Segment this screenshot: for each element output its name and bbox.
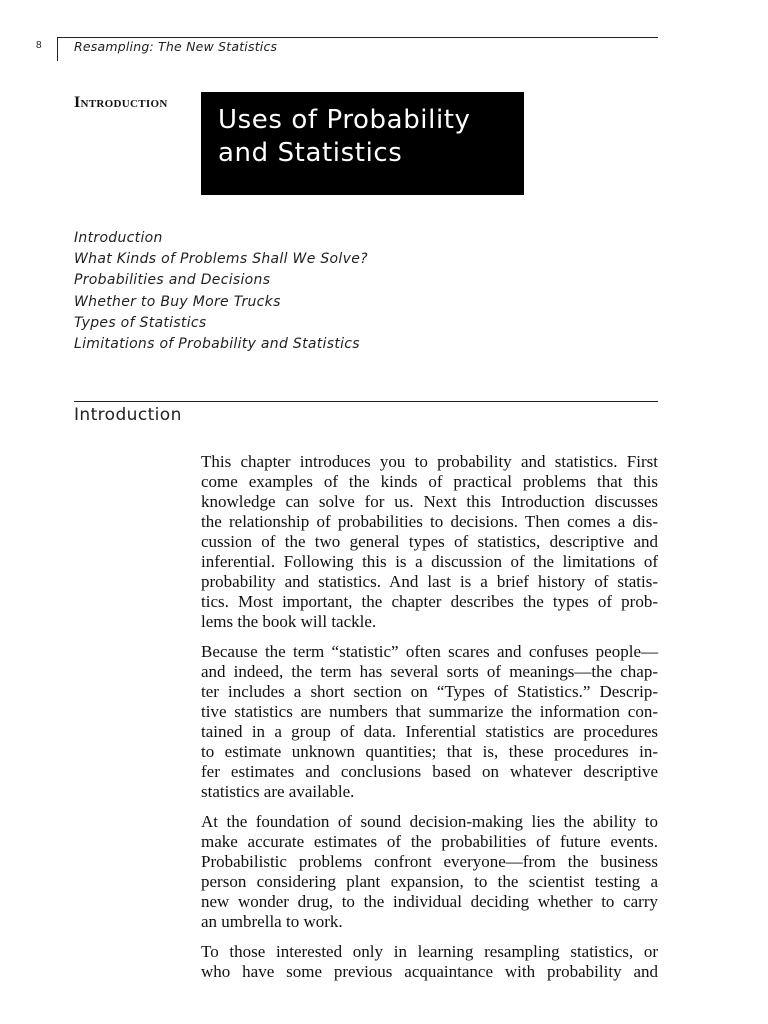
text-line: cussion of the two general types of statistics, descriptive and xyxy=(201,532,658,551)
text-line: new wonder drug, to the individual deciding whether to carry xyxy=(201,892,658,911)
text-line: At the foundation of sound decision-making lies the ability to xyxy=(201,812,658,831)
text-line: tive statistics are numbers that summarize the information con- xyxy=(201,702,658,721)
contents-item: What Kinds of Problems Shall We Solve? xyxy=(74,251,368,268)
contents-item: Types of Statistics xyxy=(74,314,207,331)
contents-item: Introduction xyxy=(74,230,163,246)
header-horizontal-rule xyxy=(57,37,658,38)
chapter-contents-list xyxy=(74,228,368,355)
text-line: lems the book will tackle. xyxy=(201,612,377,631)
text-line: an umbrella to work. xyxy=(201,912,343,931)
text-line: who have some previous acquaintance with probability and xyxy=(201,962,658,981)
text-line: probability and statistics. And last is a brief history of statis- xyxy=(201,572,658,591)
text-line: This chapter introduces you to probability and statistics. First xyxy=(201,452,658,471)
text-line: tained in a group of data. Inferential statistics are procedures xyxy=(201,722,658,741)
chapter-title-box xyxy=(201,92,524,195)
text-line: and indeed, the term has several sorts of meanings—the chap- xyxy=(201,662,658,681)
section-heading: Introduction xyxy=(74,405,182,425)
text-line: fer estimates and conclusions based on whatever descriptive xyxy=(201,762,658,781)
text-line: tics. Most important, the chapter describes the types of prob- xyxy=(201,592,658,611)
running-head: Resampling: The New Statistics xyxy=(74,39,278,54)
text-line: To those interested only in learning resampling statistics, or xyxy=(201,942,658,961)
contents-item: Whether to Buy More Trucks xyxy=(74,293,281,310)
text-line: Because the term “statistic” often scares and confuses people— xyxy=(201,642,658,661)
text-line: knowledge can solve for us. Next this Introduction discusses xyxy=(201,492,658,511)
text-line: the relationship of probabilities to decisions. Then comes a dis- xyxy=(201,512,658,531)
section-rule xyxy=(74,401,658,402)
paragraph xyxy=(201,812,658,932)
text-line: Probabilistic problems confront everyone—from the business xyxy=(201,852,658,871)
header-vertical-rule xyxy=(57,37,58,61)
text-line: come examples of the kinds of practical problems that this xyxy=(201,472,658,491)
body-text xyxy=(201,452,658,992)
paragraph xyxy=(201,452,658,632)
contents-item: Limitations of Probability and Statistics xyxy=(74,336,360,353)
text-line: to estimate unknown quantities; that is, these procedures in- xyxy=(201,742,658,761)
text-line: statistics are available. xyxy=(201,782,355,801)
chapter-section-label: Introduction xyxy=(74,94,168,111)
text-line: make accurate estimates of the probabilities of future events. xyxy=(201,832,658,851)
chapter-title-line-2: and Statistics xyxy=(218,138,403,168)
page-number: 8 xyxy=(36,40,42,51)
paragraph xyxy=(201,642,658,802)
chapter-title-line-1: Uses of Probability xyxy=(218,105,471,135)
text-line: person considering plant expansion, to the scientist testing a xyxy=(201,872,658,891)
text-line: inferential. Following this is a discussion of the limitations of xyxy=(201,552,658,571)
text-line: ter includes a short section on “Types of Statistics.” Descrip- xyxy=(201,682,658,701)
contents-item: Probabilities and Decisions xyxy=(74,272,271,289)
paragraph xyxy=(201,942,658,982)
